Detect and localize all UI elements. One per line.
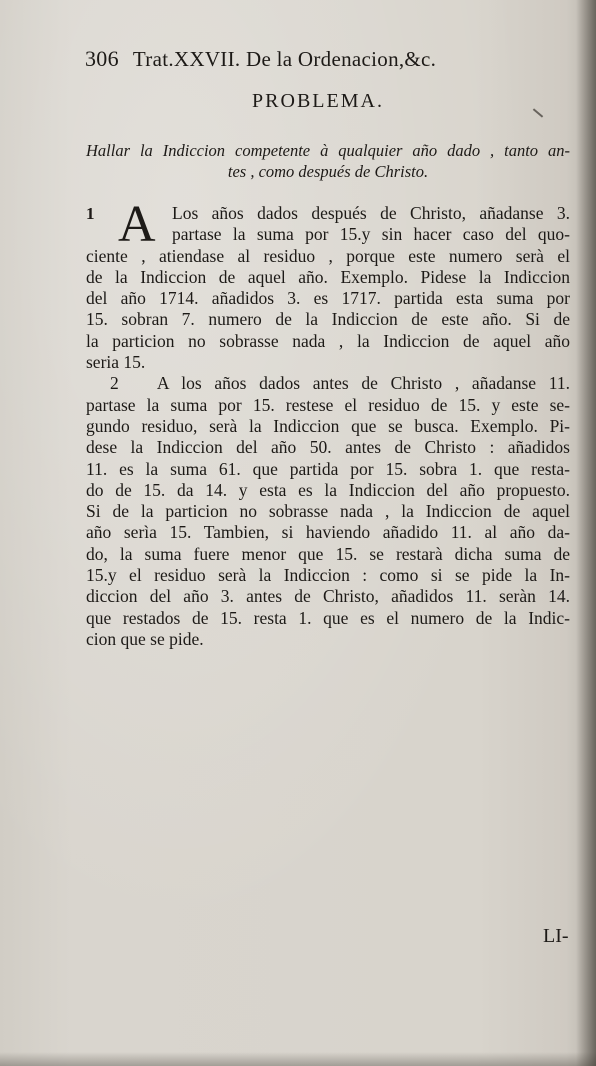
problem-statement-line: Hallar la Indiccion competente à qualquier año dado , tanto an- (86, 141, 570, 160)
text-line: de la Indiccion de aquel año. Exemplo. Pidese la Indiccion (86, 266, 570, 287)
paragraph-number: 2 (110, 373, 119, 394)
text-line: partase la suma por 15.y sin hacer caso del quo- (172, 224, 570, 245)
text-line: A los años dados antes de Christo , añadanse 11. (156, 373, 570, 394)
text-line: 11. es la suma 61. que partida por 15. sobra 1. que resta- (86, 458, 570, 479)
text-line: diccion del año 3. antes de Christo, añadidos 11. seràn 14. (86, 586, 570, 607)
paragraph-number: 1 (86, 204, 95, 223)
paragraph-2-first-line (86, 373, 570, 394)
text-line: Si de la particion no sobrasse nada , la Indiccion de aquel (86, 501, 570, 522)
problem-statement-line: tes , como después de Christo. (227, 162, 429, 181)
text-line: del año 1714. añadidos 3. es 1717. partida esta suma por (86, 288, 570, 309)
page-bottom-shadow (0, 1052, 596, 1066)
paragraph-1-opening (86, 196, 570, 253)
text-line: Los años dados después de Christo, añadanse 3. (172, 203, 570, 223)
text-line: dese la Indiccion del año 50. antes de Christo : añadidos (86, 437, 570, 458)
text-line: gundo residuo, serà la Indiccion que se busca. Exemplo. Pi- (86, 415, 570, 436)
catchword: LI- (543, 925, 569, 947)
running-title: Trat.XXVII. De la Ordenacion,&c. (132, 47, 437, 71)
text-line: cion que se pide. (86, 628, 204, 649)
drop-cap: A (118, 196, 156, 253)
text-line: do, la suma fuere menor que 15. se restarà dicha suma de (86, 543, 570, 564)
running-header (85, 46, 555, 72)
text-line: que restados de 15. resta 1. que es el numero de la Indic- (86, 607, 570, 628)
page-edge-shadow (576, 0, 596, 1066)
text-line: partase la suma por 15. restese el residuo de 15. y este se- (86, 394, 570, 415)
problem-statement (86, 140, 570, 182)
text-line: do de 15. da 14. y esta es la Indiccion del año propuesto. (86, 479, 570, 500)
section-title: PROBLEMA. (252, 90, 384, 112)
text-line: ciente , atiendase al residuo , porque este numero serà el (86, 245, 570, 266)
text-line: año serìa 15. Tambien, si haviendo añadido 11. al año da- (86, 522, 570, 543)
body-text (86, 196, 570, 650)
text-line: 15. sobran 7. numero de la Indiccion de este año. Si de (86, 309, 570, 330)
text-line: 15.y el residuo serà la Indiccion : como si se pide la In- (86, 565, 570, 586)
text-line: seria 15. (86, 352, 146, 373)
text-line: la particion no sobrasse nada , la Indiccion de aquel año (86, 330, 570, 351)
page-number: 306 (85, 46, 119, 71)
